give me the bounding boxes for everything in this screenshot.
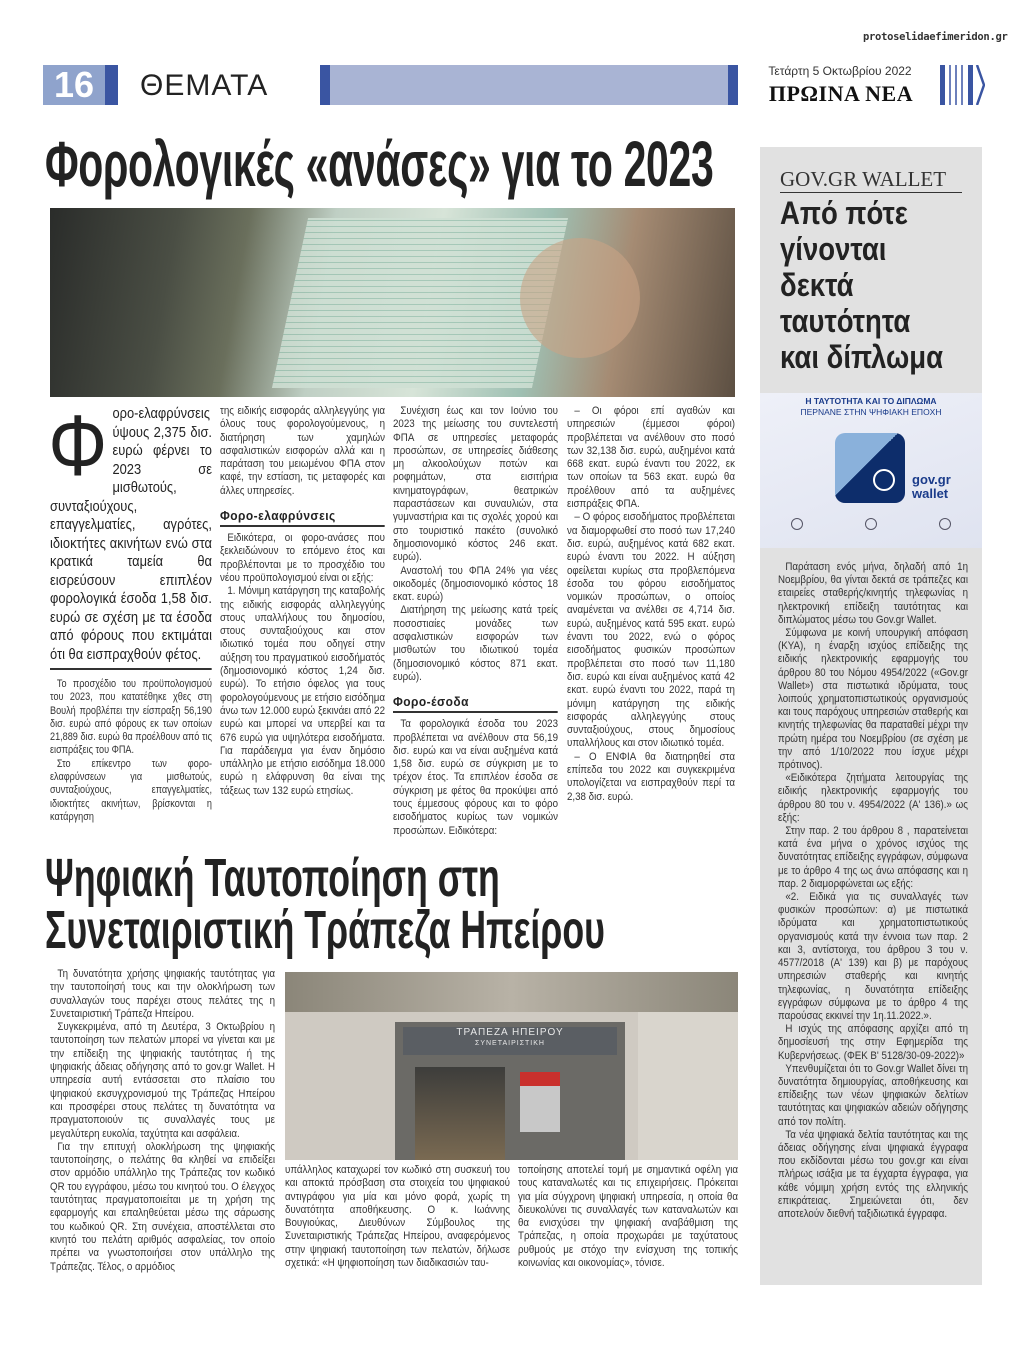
bank-facade-photo xyxy=(285,972,738,1160)
lead-paragraph: ορο-ελαφρύνσεις ύψους 2,375 δισ. ευρώ φέρνει το 2023 σε μισθωτούς, συνταξιούχους, επαγγελματίες, αγρότες, ιδιοκτήτες ακινήτων ενώ στα κρατικά ταμεία θα εισρεύσουν επιπλέον φορολογικά έσοδα 1,58 δισ. ευρώ σε σχέση με τα έσοδα από φόρους που εκτιμάται ότι θα εισπραχθούν φέτος. xyxy=(50,405,212,663)
paragraph: Στο επίκεντρο των φορο-ελαφρύνσεων για μισθωτούς, συνταξιούχους, επαγγελματίες, ιδιοκτήτες ακινήτων, βρίσκονται η κατάργηση xyxy=(50,757,212,823)
headline-line-1: Ψηφιακή Ταυτοποίηση στη xyxy=(45,848,500,908)
subheading: Φορο-ελαφρύνσεις xyxy=(220,508,385,527)
sidebar-kicker: GOV.GR WALLET xyxy=(780,166,962,193)
paragraph: Το προσχέδιο του προϋπολογισμού του 2023, που κατατέθηκε χθες στη Βουλή προβλέπει την είσπραξη 56,190 δισ. ευρώ από φόρους εκ των οποίων 21,889 δισ. ευρώ θα προέλθουν από τις εισπράξεις του ΦΠΑ. xyxy=(50,678,212,757)
article1-column-4 xyxy=(567,405,735,840)
paragraph: Συνέχιση έως και τον Ιούνιο του 2023 της μείωσης του συντελεστή ΦΠΑ σε υπηρεσίες μεταφοράς προσώπων, σε υπηρεσίες διάθεσης μη αλκοολούχων ποτών και ροφημάτων, στα εισιτήρια κινηματογράφων, θεατρικών παραστάσεων και συναυλιών, στα γυμναστήρια και τις σχολές χορού και στο τουριστικό πακέτο (συνολικό δημοσιονομικό κόστος 246 εκατ. ευρώ). xyxy=(393,405,558,564)
paragraph: – Ο φόρος εισοδήματος προβλέπεται να διαμορφωθεί στο ποσό των 17,240 δισ. ευρώ, αυξημένος κατά 682 εκατ. ευρώ έναντι του 2022. Η αύξηση οφείλεται κυρίως στα προβλεπόμενα έσοδα του φόρου εισοδήματος νομικών προσώπων, ο οποίος αναμένεται να ανέλθει σε 4,714 δισ. ευρώ, αυξημένος κατά 595 εκατ. ευρώ έναντι του 2022, ενώ ο φόρος εισοδήματος φυσικών προσώπων προβλέπεται στο ποσό των 11,180 δισ. ευρώ και είναι αυξημένος κατά 42 εκατ. ευρώ έναντι του 2022, παρά τη μόνιμη κατάργηση της ειδικής εισφοράς αλληλεγγύης στους συνταξιούχους, στους δημοσίους υπαλλήλους και στον ιδιωτικό τομέα. xyxy=(567,511,735,750)
article2-column-3 xyxy=(518,1164,738,1286)
sidebar-headline: Από πότε γίνονται δεκτά ταυτότητα και δίπλωμα xyxy=(780,195,943,375)
article-headline: Φορολογικές «ανάσες» για το 2023 xyxy=(45,128,714,200)
paragraph: «2. Ειδικά για τις συναλλαγές των φυσικών προσώπων: α) με πιστωτικά ιδρύματα και χρηματοπιστωτικούς οργανισμούς κατά την έννοια των παρ. 2 και 3, αντίστοιχα, του άρθρου 3 του ν. 4577/2018 (Α' 139) και β) με παρόχους υπηρεσιών σταθερής και κινητής τηλεφωνίας, η δυνατότητα επίδειξης εγγράφων σύμφωνα με το άρθρο 4 της παρούσας εκκινεί την 1η.11.2022.». xyxy=(778,891,968,1022)
emblem-icon xyxy=(865,518,877,530)
tax-forms-photo xyxy=(50,208,735,397)
article1-column-3 xyxy=(393,405,558,840)
paragraph: Αναστολή του ΦΠΑ 24% για νέες οικοδομές (δημοσιονομικό κόστος 18 εκατ. ευρώ) xyxy=(393,564,558,604)
issue-date: Τετάρτη 5 Οκτωβρίου 2022 xyxy=(768,64,912,78)
section-title: ΘΕΜΑΤΑ xyxy=(140,69,269,102)
article2-column-1 xyxy=(50,968,275,1284)
paragraph: – Οι φόροι επί αγαθών και υπηρεσιών (έμμεσοι φόροι) προβλέπεται να ανέλθουν στο ποσό των 32,138 δισ. ευρώ, αυξημένοι κατά 668 εκατ. ευρώ έναντι του 2022, εκ των οποίων τα 563 εκατ. ευρώ θα προέλθουν από τα αυξημένες εισπράξεις ΦΠΑ. xyxy=(567,405,735,511)
subheading: Φορο-έσοδα xyxy=(393,694,558,713)
paragraph: Τα νέα ψηφιακά δελτία ταυτότητας και της άδειας οδήγησης είναι ψηφιακά έγγραφα που εκδίδονται μέσω του gov.gr και είναι πλήρως ισάξια με τα έγχαρτα έγγραφα, για κάθε νόμιμη χρήση εντός της ελληνικής επικράτειας. Σημειώνεται ότι, δεν αποτελούν διεθνή ταξιδιωτικά έγγραφα. xyxy=(778,1128,968,1220)
page-number: 16 xyxy=(43,65,105,105)
article1-column-2 xyxy=(220,405,385,840)
paragraph: – Ο ΕΝΦΙΑ θα διατηρηθεί στα επίπεδα του 2022 και συγκεκριμένα υπολογίζεται να εισπραχθούν περί τα 2,38 δισ. ευρώ. xyxy=(567,750,735,803)
emblem-icon xyxy=(939,518,951,530)
headline-line-2: Συνεταιριστική Τράπεζα Ηπείρου xyxy=(45,900,605,960)
paragraph: Υπενθυμίζεται ότι το Gov.gr Wallet δίνει τη δυνατότητα δημιουργίας, αποθήκευσης και επίδειξης των νέων ψηφιακών δελτίων ταυτότητας και ψηφιακών αδειών οδήγησης από τον πολίτη. xyxy=(778,1062,968,1128)
paragraph: «Ειδικότερα ζητήματα λειτουργίας της ειδικής ηλεκτρονικής εφαρμογής του άρθρου 80 του ν. 4954/2022 (Α' 136).» ως εξής: xyxy=(778,772,968,824)
govgr-logo: gov.gr xyxy=(912,472,951,487)
paragraph: Ειδικότερα, οι φορο-ανάσες που ξεκλειδώνουν το επόμενο έτος και προβλέπονται με το προσχέδιο του νέου προϋπολογισμού είναι οι εξής: xyxy=(220,532,385,584)
header-bar xyxy=(320,65,738,105)
paragraph: Διατήρηση της μείωσης κατά τρείς ποσοστιαίες μονάδες των ασφαλιστικών εισφορών των μισθωτών του ιδιωτικού τομέα (δημοσιονομικό κόστος 871 εκατ. ευρώ). xyxy=(393,604,558,683)
emblem-icon xyxy=(791,518,803,530)
newspaper-logo: ΠΡΩΙΝΑ ΝΕΑ xyxy=(768,81,914,106)
paragraph: Στην παρ. 2 του άρθρου 8 , παρατείνεται κατά ένα μήνα ο χρόνος ισχύος της δυνατότητας επίδειξης εγγράφων, σύμφωνα με το άρθρο 4 της ως άνω απόφασης και η παρ. 2 διαμορφώνεται ως εξής: xyxy=(778,825,968,890)
paragraph: Η ισχύς της απόφασης αρχίζει από τη δημοσίευσή της στην Εφημερίδα της Κυβερνήσεως. (ΦΕΚ Β' 5128/30-09-2022)» xyxy=(778,1023,968,1062)
sidebar-body xyxy=(778,561,968,1276)
article1-column-1 xyxy=(48,398,212,840)
image-heading: Η ΤΑΥΤΟΤΗΤΑ ΚΑΙ ΤΟ ΔΙΠΛΩΜΑ xyxy=(805,396,937,406)
paragraph: Παράταση ενός μήνα, δηλαδή από 1η Νοεμβρίου, θα γίνται δεκτά σε τράπεζες και εταιρείες σταθερής/κινητής τηλεφωνίας η ηλεκτρονική επίδειξη ταυτότητας και διπλώματος μέσω του Gov.gr Wallet. xyxy=(778,561,968,626)
wallet-logo: wallet xyxy=(912,486,949,501)
image-subheading: ΠΕΡΝΑΝΕ ΣΤΗΝ ΨΗΦΙΑΚΗ ΕΠΟΧΗ xyxy=(800,407,942,417)
paragraph: της ειδικής εισφοράς αλληλεγγύης για όλους τους φορολογούμενους, η διατήρηση των χαμηλών ασφαλιστικών εισφορών αλλά και η παράταση του μειωμένου ΦΠΑ στον καφέ, την εστίαση, τις μεταφορές και άλλες υπηρεσίες. xyxy=(220,405,385,497)
paragraph: Τη δυνατότητα χρήσης ψηφιακής ταυτότητας για την ταυτοποίησή τους και την ολοκλήρωση των συναλλαγών τους παρέχει στους πελάτες της η Συνεταιριστική Τράπεζα Ηπείρου. xyxy=(50,968,275,1020)
paragraph: Σύμφωνα με κοινή υπουργική απόφαση (ΚΥΑ), η έναρξη ισχύος επίδειξης της ειδικής ηλεκτρονικής εφαρμογής του άρθρου 80 του Νόμου 4954/2022 («Gov.gr Wallet») στα πιστωτικά ιδρύματα, τους λοιπούς χρηματοπιστωτικούς οργανισμούς και τους παρόχους υπηρεσιών σταθερής και κινητής τηλεφωνίας θα παραταθεί μέχρι την πρώτη ημέρα του Νοεμβρίου (σε σχέση με την από 1/10/2022 που ίσχυε μέχρι πρότινος). xyxy=(778,627,968,772)
watermark: protoselidaefimeridon.gr xyxy=(860,30,1011,45)
header-accent-bar xyxy=(105,65,118,105)
paragraph: Για την επιτυχή ολοκλήρωση της ψηφιακής ταυτοποίησης, ο πελάτης θα κληθεί να επιδείξει στον αρμόδιο υπάλληλο της Τράπεζας τον κωδικό QR του εγγράφου, μέσω του κινητού του. Ο έλεγχος ταυτότητας πραγματοποιείται με τη χρήση της εφαρμογής και επαληθεύεται μέσω της σάρωσης του κωδικού QR. Στη συνέχεια, αποστέλλεται στο κινητό του πελάτη αριθμός ασφαλείας, τον οποίο πρέπει να γνωστοποιήσει στον υπάλληλο της Τράπεζας. Τέλος, ο αρμόδιος xyxy=(50,1140,275,1273)
drop-cap: Φ xyxy=(48,398,108,494)
paragraph: τοποίησης αποτελεί τομή με σημαντικά οφέλη για τους καταναλωτές και τις επιχειρήσεις. Πρόκειται για μία σύγχρονη ψηφιακή υπηρεσία, η οποία θα διευκολύνει τις συναλλαγές των καταναλωτών και θα ενισχύσει την ψηφιακή αναβάθμιση της Τράπεζας, η οποία προχωράει με ταχύτατους ρυθμούς με στόχο την ενίσχυση της τοπικής κοινωνίας και οικονομίας», τόνισε. xyxy=(518,1164,738,1270)
stripes-icon xyxy=(940,65,985,105)
article2-headline xyxy=(45,848,605,960)
bank-sign-sub: ΣΥΝΕΤΑΙΡΙΣΤΙΚΗ xyxy=(475,1040,545,1047)
gov-wallet-image xyxy=(760,393,982,548)
article2-column-2 xyxy=(285,1164,510,1286)
paragraph: υπάλληλος καταχωρεί τον κωδικό στη συσκευή του και αποκτά πρόσβαση στα στοιχεία του ψηφιακού αντιγράφου για μία και μόνο φορά, χωρίς τη δυνατότητα αποθήκευσης. Ο κ. Ιωάννης Βουγιούκας, Διευθύνων Σύμβουλος της Συνεταιριστικής Τράπεζας Ηπείρου, αναφερόμενος στην ψηφιακή ταυτοποίηση των πελατών, δήλωσε σχετικά: «Η ψηφιοποίηση των διαδικασιών ταυ- xyxy=(285,1164,510,1270)
paragraph: Συγκεκριμένα, από τη Δευτέρα, 3 Οκτωβρίου η ταυτοποίηση των πελατών μπορεί να γίνεται και με την επίδειξη της ψηφιακής ταυτότητας ή της ψηφιακής άδειας οδήγησης από το gov.gr Wallet. Η υπηρεσία αυτή εντάσσεται στο πλαίσιο του ψηφιακού εκσυγχρονισμού της Τράπεζας Ηπείρου και προσφέρει στους πελάτες τη δυνατότητα να πραγματοποιούν τις συναλλαγές τους με μεγαλύτερη ευκολία, ταχύτητα και ασφάλεια. xyxy=(50,1021,275,1140)
bank-sign: ΤΡΑΠΕΖΑ ΗΠΕΙΡΟΥ xyxy=(456,1027,564,1038)
paragraph: 1. Μόνιμη κατάργηση της καταβολής της ειδικής εισφοράς αλληλεγγύης στους υπαλλήλους του δημοσίου, στους συνταξιούχους και στον ιδιωτικό τομέα που οδηγεί στην αύξηση του πραγματικού εισοδήματός (δημοσιονομικό κόστος 1,24 δισ. ευρώ). Το ετήσιο όφελος για τους φορολογούμενους με ετήσιο εισόδημα άνω των 12.000 ευρώ ξεκινάει από 22 ευρώ και μπορεί να υπερβεί και τα 676 ευρώ για υψηλότερα εισοδήματα. Για παράδειγμα για έναν δημόσιο υπάλληλο με ετήσιο εισόδημα 18.000 ευρώ η ελάφρυνση θα είναι της τάξεως των 132 ευρώ ετησίως. xyxy=(220,585,385,797)
paragraph: Τα φορολογικά έσοδα του 2023 προβλέπεται να ανέλθουν στα 56,19 δισ. ευρώ και να είναι αυξημένα κατά 1,58 δισ. ευρώ σε σύγκριση με το τρέχον έτος. Τα επιπλέον έσοδα σε σύγκριση με φέτος θα προκύψει από τους έμμεσους φόρους και το φόρο εισοδήματος κυρίως των νομικών προσώπων. Ειδικότερα: xyxy=(393,718,558,837)
wallet-app-icon xyxy=(835,433,905,503)
lead-block xyxy=(48,398,212,670)
